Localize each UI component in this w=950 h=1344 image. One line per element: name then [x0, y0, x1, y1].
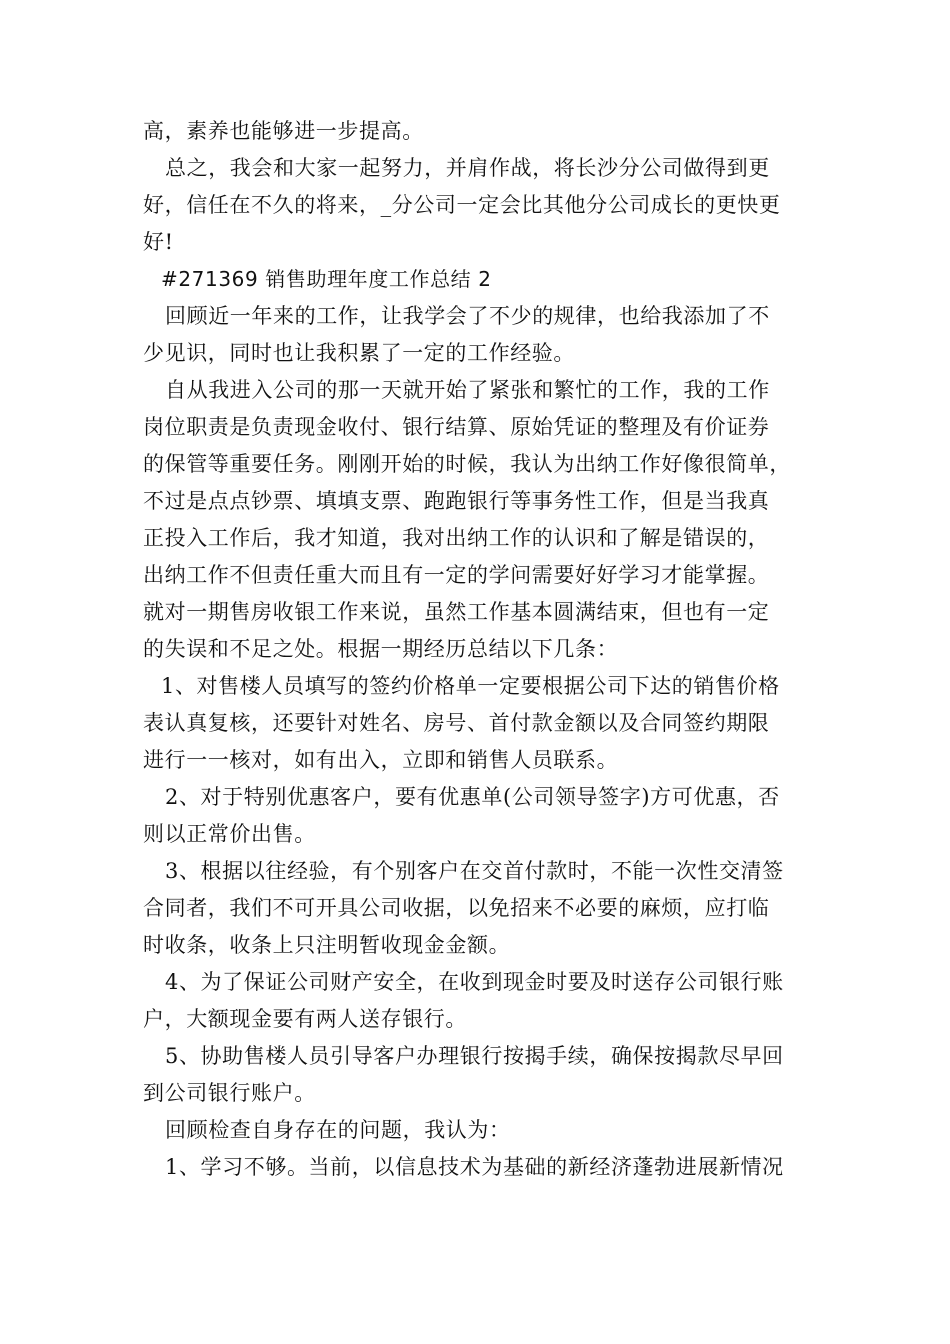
text-line: 户，大额现金要有两人送存银行。: [143, 1007, 467, 1031]
text-line: 出纳工作不但责任重大而且有一定的学问需要好好学习才能掌握。: [143, 563, 770, 587]
list-item-line: 1、对售楼人员填写的签约价格单一定要根据公司下达的销售价格: [161, 674, 780, 698]
text-line: 好!: [143, 230, 174, 254]
text-line: 回顾近一年来的工作，让我学会了不少的规律，也给我添加了不: [165, 304, 770, 328]
document-body: [143, 113, 823, 1186]
text-line: 总之，我会和大家一起努力，并肩作战，将长沙分公司做得到更: [165, 156, 770, 180]
text-line: 不过是点点钞票、填填支票、跑跑银行等事务性工作，但是当我真: [143, 489, 770, 513]
list-item-line: 3、根据以往经验，有个别客户在交首付款时，不能一次性交清签: [165, 859, 784, 883]
list-item-line: 5、协助售楼人员引导客户办理银行按揭手续，确保按揭款尽早回: [165, 1044, 784, 1068]
text-line: 合同者，我们不可开具公司收据，以免招来不必要的麻烦，应打临: [143, 896, 770, 920]
text-line: 则以正常价出售。: [143, 822, 316, 846]
text-line: 正投入工作后，我才知道，我对出纳工作的认识和了解是错误的，: [143, 526, 770, 550]
text-line: 好，信任在不久的将来，_分公司一定会比其他分公司成长的更快更: [143, 193, 781, 217]
text-line: 到公司银行账户。: [143, 1081, 316, 1105]
list-item-line: 2、对于特别优惠客户，要有优惠单(公司领导签字)方可优惠，否: [165, 785, 780, 809]
text-line: 的失误和不足之处。根据一期经历总结以下几条：: [143, 637, 619, 661]
list-item-line: 1、学习不够。当前，以信息技术为基础的新经济蓬勃进展新情况: [165, 1155, 784, 1179]
text-line: 表认真复核，还要针对姓名、房号、首付款金额以及合同签约期限: [143, 711, 770, 735]
text-line: 的保管等重要任务。刚刚开始的时候，我认为出纳工作好像很简单，: [143, 452, 791, 476]
text-line: 岗位职责是负责现金收付、银行结算、原始凭证的整理及有价证券: [143, 415, 770, 439]
list-item-line: 4、为了保证公司财产安全，在收到现金时要及时送存公司银行账: [165, 970, 784, 994]
text-line: 就对一期售房收银工作来说，虽然工作基本圆满结束，但也有一定: [143, 600, 770, 624]
text-line: 进行一一核对，如有出入，立即和销售人员联系。: [143, 748, 619, 772]
text-line: 自从我进入公司的那一天就开始了紧张和繁忙的工作，我的工作: [165, 378, 770, 402]
text-line: 少见识，同时也让我积累了一定的工作经验。: [143, 341, 575, 365]
text-line: 高，素养也能够进一步提高。: [143, 119, 424, 143]
text-line: 回顾检查自身存在的问题，我认为：: [165, 1118, 511, 1142]
section-heading: #271369 销售助理年度工作总结 2: [161, 267, 492, 291]
text-line: 时收条，收条上只注明暂收现金金额。: [143, 933, 511, 957]
